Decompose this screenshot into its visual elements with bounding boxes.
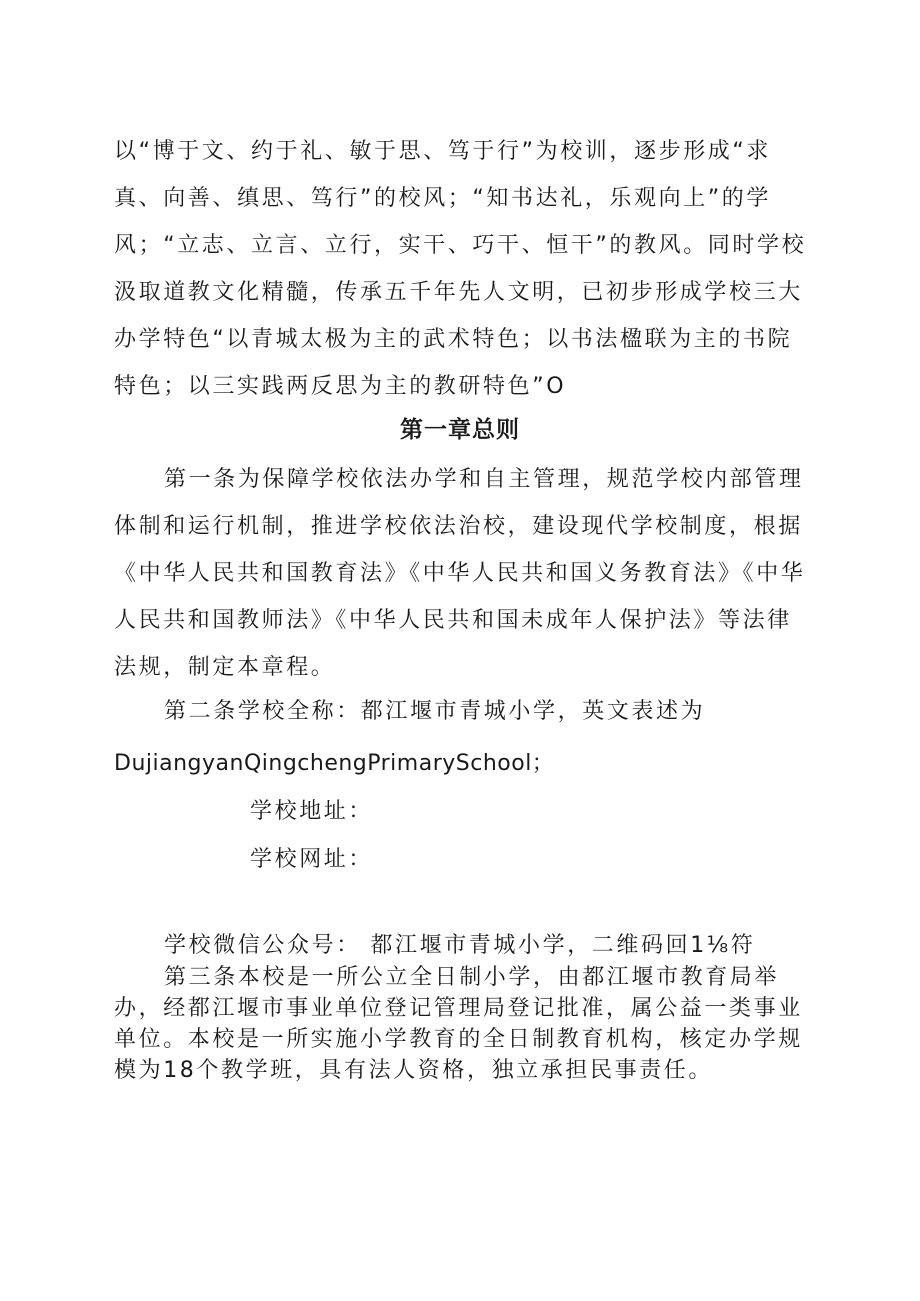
school-address-label: 学校地址： (250, 799, 374, 824)
intro-paragraph: 以“博于文、约于礼、敏于思、笃于行”为校训，逐步形成“求真、向善、缜思、笃行”的校风；“知书达礼，乐观向上”的学风；“立志、立言、立行，实干、巧干、恒干”的教风。同时学校汲取道教文化精髓，传承五千年先人文明，已初步形成学校三大办学特色“以青城太极为主的武术特色；以书法楹联为主的书院特色；以三实践两反思为主的教研特色”O (114, 139, 807, 399)
school-english-name: DujiangyanQingchengPrimarySchool； (114, 751, 555, 776)
chapter-title: 第一章总则 (400, 417, 520, 443)
article-1-paragraph: 第一条为保障学校依法办学和自主管理，规范学校内部管理体制和运行机制，推进学校依法治校，建设现代学校制度，根据《中华人民共和国教育法》《中华人民共和国义务教育法》《中华人民共和国教师法》《中华人民共和国未成年人保护法》等法律法规，制定本章程。 (114, 467, 806, 680)
article-3-paragraph: 第三条本校是一所公立全日制小学，由都江堰市教育局举办，经都江堰市事业单位登记管理局登记批准，属公益一类事业单位。本校是一所实施小学教育的全日制教育机构，核定办学规模为18个教学班，具有法人资格，独立承担民事责任。 (114, 965, 803, 1083)
school-website-label: 学校网址： (250, 847, 374, 872)
school-wechat-line: 学校微信公众号： 都江堰市青城小学，二维码回1⅛符 (164, 933, 756, 958)
article-2-paragraph: 第二条学校全称：都江堰市青城小学，英文表述为 (164, 699, 706, 724)
